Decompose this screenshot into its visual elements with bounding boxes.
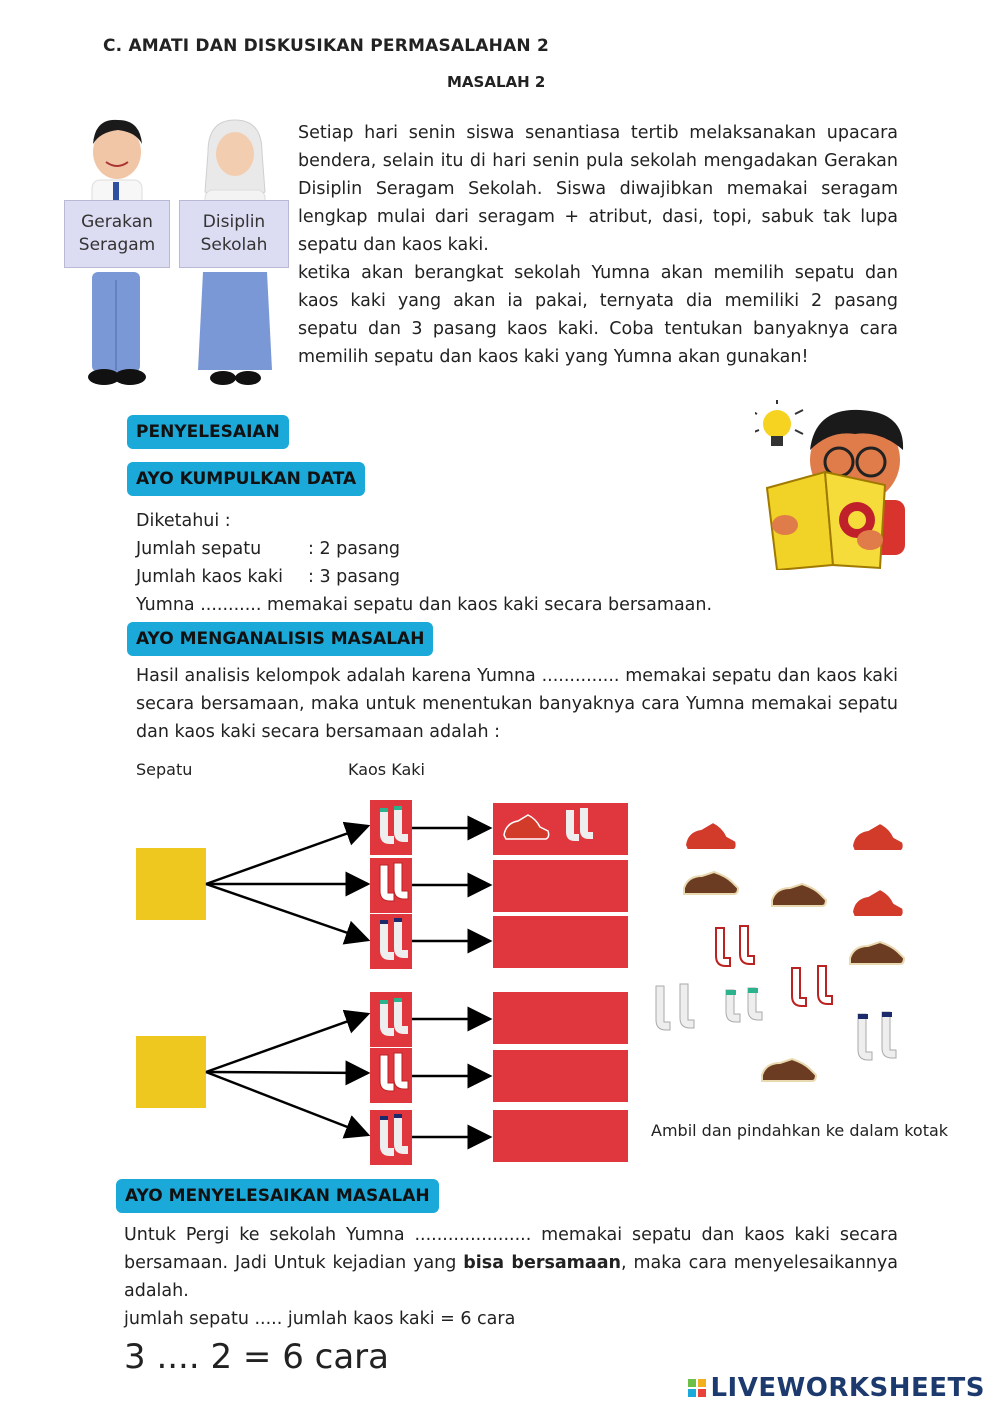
board-disiplin-sekolah <box>179 200 289 268</box>
known-socks-value: : 3 pasang <box>308 567 401 587</box>
sock-box <box>370 1110 412 1165</box>
result-box-6[interactable] <box>493 1110 628 1162</box>
draggable-red-sock[interactable] <box>792 966 832 1006</box>
known-shoes-value: : 2 pasang <box>308 539 401 559</box>
result-box-5[interactable] <box>493 1050 628 1102</box>
tag-ayo-kumpulkan-data: AYO KUMPULKAN DATA <box>127 462 365 496</box>
draggable-white-sock[interactable] <box>656 984 694 1030</box>
draggable-teal-sock[interactable] <box>726 988 762 1022</box>
label-kaos-kaki: Kaos Kaki <box>348 760 425 779</box>
branch-arrow <box>206 1014 368 1072</box>
branch-arrow <box>206 884 368 940</box>
board-gerakan-seragam <box>64 200 170 268</box>
problem-title: MASALAH 2 <box>447 73 546 91</box>
problem-paragraph-1: Setiap hari senin siswa senantiasa tertib melaksanakan upacara bendera, selain itu di hari senin pula sekolah mengadakan Gerakan Disiplin Seragam Sekolah. Siswa diwajibkan memakai seragam lengkap mulai dari seragam + atribut, dasi, topi, sabuk tak lupa sepatu dan kaos kaki. <box>298 123 898 255</box>
solve-text-part-2: , maka cara menyelesaikannya adalah. <box>124 1253 898 1301</box>
tag-ayo-menganalisis-masalah: AYO MENGANALISIS MASALAH <box>127 622 433 656</box>
sock-box <box>370 914 412 969</box>
known-title: Diketahui : <box>136 511 231 531</box>
drag-instruction: Ambil dan pindahkan ke dalam kotak <box>651 1121 949 1140</box>
reading-boy-illustration <box>755 400 920 570</box>
known-statement: Yumna ........... memakai sepatu dan kaos kaki secara bersamaan. <box>136 595 713 615</box>
problem-text <box>298 119 898 371</box>
sock-box <box>370 800 412 855</box>
board-text: Gerakan <box>81 212 153 232</box>
draggable-red-sock[interactable] <box>716 926 754 966</box>
branch-arrow <box>206 826 368 884</box>
analysis-text: Hasil analisis kelompok adalah karena Yumna .............. memakai sepatu dan kaos kaki secara bersamaan, maka untuk menentukan banyaknya cara Yumna memakai sepatu dan kaos kaki secara bersamaan adalah : <box>136 666 898 742</box>
known-socks-label: Jumlah kaos kaki <box>136 567 284 587</box>
branch-arrow <box>206 1072 368 1073</box>
label-sepatu: Sepatu <box>136 760 193 779</box>
board-text: Disiplin <box>202 212 266 232</box>
draggable-red-shoe[interactable] <box>852 823 904 851</box>
brand-text: LIVEWORKSHEETS <box>710 1373 985 1403</box>
branch-arrow <box>206 1072 368 1135</box>
draggable-navy-sock[interactable] <box>858 1012 896 1060</box>
shoe-box-1[interactable] <box>136 848 206 920</box>
solve-formula: jumlah sepatu ..... jumlah kaos kaki = 6 cara <box>124 1309 516 1329</box>
known-shoes-label: Jumlah sepatu <box>136 539 262 559</box>
tag-ayo-menyelesaikan-masalah: AYO MENYELESAIKAN MASALAH <box>116 1179 439 1213</box>
result-box-2[interactable] <box>493 860 628 912</box>
draggable-brown-shoe[interactable] <box>772 884 826 906</box>
board-text: Sekolah <box>200 235 268 255</box>
liveworksheets-logo <box>688 1373 985 1403</box>
draggable-brown-shoe[interactable] <box>762 1059 816 1081</box>
section-heading: C. AMATI DAN DISKUSIKAN PERMASALAHAN 2 <box>103 36 550 56</box>
draggable-red-shoe[interactable] <box>685 822 737 850</box>
solve-text <box>124 1221 898 1305</box>
sock-box <box>370 1048 412 1103</box>
tree-diagram <box>0 790 999 1170</box>
problem-paragraph-2: ketika akan berangkat sekolah Yumna akan memilih sepatu dan kaos kaki yang akan ia pakai, ternyata dia memiliki 2 pasang sepatu dan 3 pasang kaos kaki. Coba tentukan banyaknya cara memilih sepatu dan kaos kaki yang Yumna akan gunakan! <box>298 263 898 367</box>
equation-answer[interactable]: 3 .... 2 = 6 cara <box>124 1337 389 1377</box>
result-box-3[interactable] <box>493 916 628 968</box>
draggable-brown-shoe[interactable] <box>850 942 904 964</box>
solve-text-bold: bisa bersamaan <box>463 1253 621 1273</box>
solve-text-part-1: Untuk Pergi ke sekolah Yumna ..................... memakai sepatu dan kaos kaki secara bersamaan. Jadi Untuk kejadian yang <box>124 1225 898 1273</box>
draggable-brown-shoe[interactable] <box>684 872 738 894</box>
shoe-box-2[interactable] <box>136 1036 206 1108</box>
draggable-red-shoe[interactable] <box>852 889 904 917</box>
logo-mark-icon <box>688 1379 706 1397</box>
sock-box <box>370 858 412 913</box>
tag-penyelesaian: PENYELESAIAN <box>127 415 289 449</box>
result-box-4[interactable] <box>493 992 628 1044</box>
sock-box <box>370 992 412 1047</box>
board-text: Seragam <box>78 235 156 255</box>
